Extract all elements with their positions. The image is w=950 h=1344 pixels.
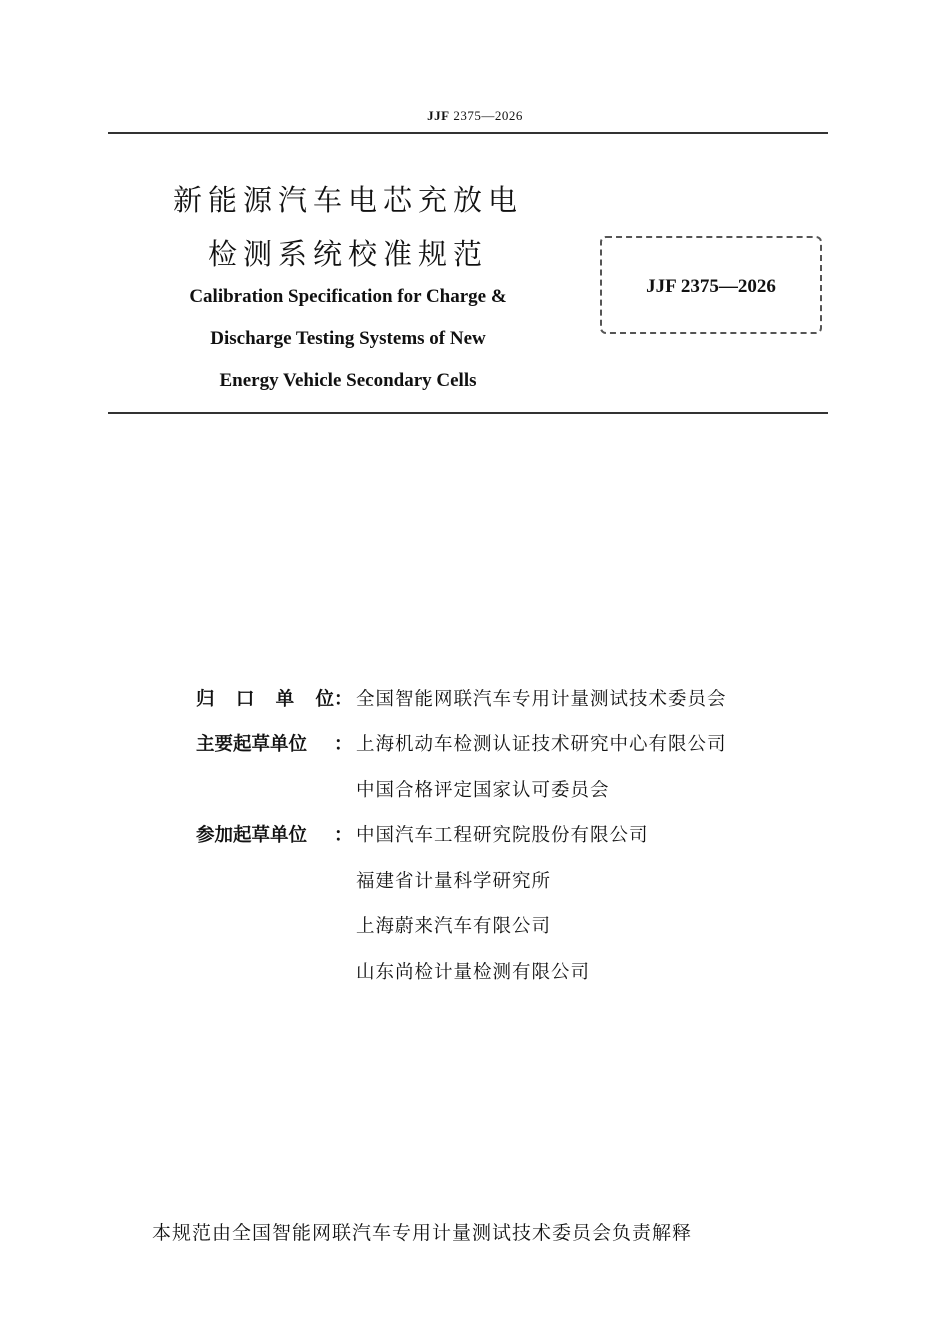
interpretation-note: 本规范由全国智能网联汽车专用计量测试技术委员会负责解释 (152, 1222, 693, 1244)
participating-drafting-row-4 (356, 948, 727, 994)
participating-drafting-row-2 (356, 857, 727, 903)
main-drafting-label: 主要起草单位 (196, 734, 308, 756)
responsible-unit-value: 全国智能网联汽车专用计量测试技术委员会 (356, 688, 727, 710)
standard-code: JJF 2375—2026 (646, 276, 776, 297)
participating-drafting-unit: 福建省计量科学研究所 (356, 870, 552, 892)
main-drafting-row (196, 721, 727, 767)
participating-drafting-unit: 上海蔚来汽车有限公司 (356, 916, 552, 938)
chinese-title-line-1: 新能源汽车电芯充放电 (172, 183, 523, 217)
participating-drafting-unit: 中国汽车工程研究院股份有限公司 (356, 825, 649, 847)
participating-drafting-row (196, 812, 727, 858)
responsible-unit-row (196, 675, 727, 721)
english-title-line-1: Calibration Specification for Charge & (189, 286, 507, 307)
title-rule (108, 412, 828, 414)
drafting-units-section (196, 675, 727, 994)
participating-drafting-unit: 山东尚检计量检测有限公司 (356, 961, 591, 983)
standard-code-box (600, 236, 822, 334)
english-title-line-3: Energy Vehicle Secondary Cells (219, 370, 477, 391)
main-drafting-unit: 中国合格评定国家认可委员会 (356, 779, 610, 801)
label-colon: ： (334, 734, 353, 756)
english-title-line-2: Discharge Testing Systems of New (210, 328, 486, 349)
header-code-number: 2375—2026 (453, 108, 523, 123)
label-colon: ： (334, 688, 353, 710)
participating-drafting-label: 参加起草单位 (196, 825, 308, 847)
running-header-code (0, 108, 950, 124)
label-colon: ： (334, 825, 353, 847)
responsible-unit-label: 归 口 单 位 (196, 688, 334, 710)
header-rule (108, 132, 828, 134)
participating-drafting-row-3 (356, 903, 727, 949)
main-drafting-row-2 (356, 766, 727, 812)
main-drafting-unit: 上海机动车检测认证技术研究中心有限公司 (356, 734, 727, 756)
chinese-title-line-2: 检测系统校准规范 (207, 237, 488, 271)
header-code-prefix: JJF (427, 108, 450, 123)
